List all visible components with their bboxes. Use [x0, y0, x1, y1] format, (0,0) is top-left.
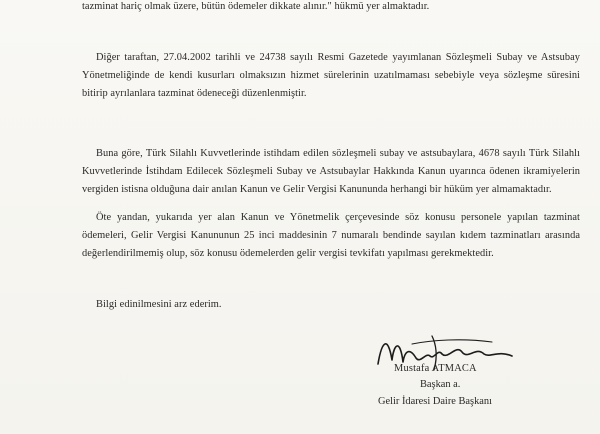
paragraph-regulation: Diğer taraftan, 27.04.2002 tarihli ve 24738 sayılı Resmi Gazetede yayımlanan Sözleşmeli Subay ve Astsubay Yönetmeliğinde de kendi kusurları olmaksızın hizmet sürelerinin uzatılmaması sebebiyle veya sözleşme süresini bitirip ayrılanlara tazminat ödeneceği düzenlenmiştir.	[82, 52, 580, 99]
signatory-name: Mustafa ATMACA	[394, 363, 477, 374]
paragraph-closing: Bilgi edinilmesini arz ederim.	[96, 299, 222, 310]
paragraph-continuation: tazminat hariç olmak üzere, bütün ödemeler dikkate alınır." hükmü yer almaktadır.	[82, 1, 430, 12]
paragraph-law-reference: Buna göre, Türk Silahlı Kuvvetlerinde istihdam edilen sözleşmeli subay ve astsubaylara, 4678 sayılı Türk Silahlı Kuvvetlerinde İstihdam Edilecek Sözleşmeli Subay ve Astsubaylar Hakkında Kanun uyarınca ödenen ikramiyelerin vergiden istisna olduğuna dair anılan Kanun ve Gelir Vergisi Kanununda herhangi bir hüküm yer almamaktadır.	[82, 148, 580, 195]
paragraph-tax-conclusion: Öte yandan, yukarıda yer alan Kanun ve Yönetmelik çerçevesinde söz konusu personele yapılan tazminat ödemeleri, Gelir Vergisi Kanununun 25 inci maddesinin 7 numaralı bendinde sayılan kıdem tazminatları arasında değerlendirilmemiş olup, söz konusu ödemelerden gelir vergisi tevkifatı yapılması gerekmektedir.	[82, 212, 580, 259]
signatory-department: Gelir İdaresi Daire Başkanı	[378, 396, 492, 407]
signatory-role: Başkan a.	[420, 379, 461, 390]
